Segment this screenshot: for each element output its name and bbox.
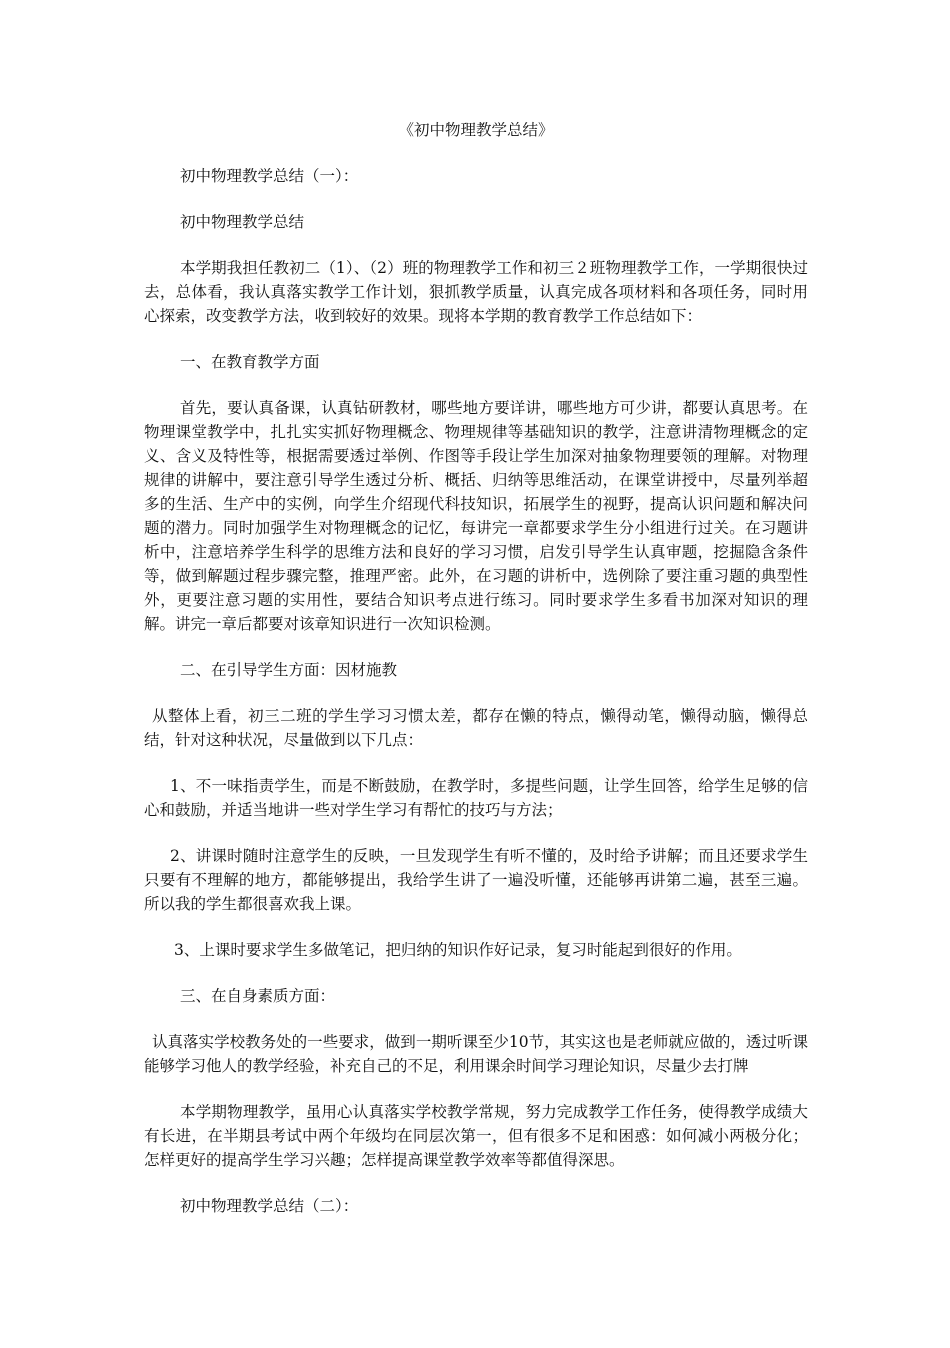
section-heading-1: 初中物理教学总结（一）： xyxy=(180,167,359,185)
list-item-3: 3、上课时要求学生多做笔记，把归纳的知识作好记录，复习时能起到很好的作用。 xyxy=(174,941,742,959)
section-heading-2: 初中物理教学总结（二）： xyxy=(180,1197,359,1215)
document-title: 《初中物理教学总结》 xyxy=(398,121,554,139)
heading-teaching: 一、在教育教学方面 xyxy=(180,353,320,371)
list-item-2: 2、讲课时随时注意学生的反映，一旦发现学生有听不懂的，及时给予讲解；而且还要求学生只要有不理解的地方，都能够提出，我给学生讲了一遍没听懂，还能够再讲第二遍，甚至三遍。所以我的学生都很喜欢我上课。 xyxy=(144,847,808,913)
document-page xyxy=(144,118,808,1240)
intro-paragraph: 本学期我担任教初二（1）、（2）班的物理教学工作和初三２班物理教学工作，一学期很快过去，总体看，我认真落实教学工作计划，狠抓教学质量，认真完成各项材料和各项任务，同时用心探索，改变教学方法，收到较好的效果。现将本学期的教育教学工作总结如下： xyxy=(144,259,808,325)
list-item-1: 1、不一味指责学生，而是不断鼓励，在教学时，多提些问题，让学生回答，给学生足够的信心和鼓励，并适当地讲一些对学生学习有帮忙的技巧与方法； xyxy=(144,777,808,819)
heading-guiding: 二、在引导学生方面：因材施教 xyxy=(180,661,398,679)
paragraph-self: 认真落实学校教务处的一些要求，做到一期听课至少10节，其实这也是老师就应做的，透过听课能够学习他人的教学经验，补充自己的不足，利用课余时间学习理论知识，尽量少去打牌 xyxy=(144,1033,808,1075)
paragraph-conclusion: 本学期物理教学，虽用心认真落实学校教学常规，努力完成教学工作任务，使得教学成绩大有长进，在半期县考试中两个年级均在同层次第一，但有很多不足和困惑：如何减小两极分化；怎样更好的提高学生学习兴趣；怎样提高课堂教学效率等都值得深思。 xyxy=(144,1103,808,1169)
paragraph-overview: 从整体上看，初三二班的学生学习习惯太差，都存在懒的特点，懒得动笔，懒得动脑，懒得总结，针对这种状况，尽量做到以下几点： xyxy=(144,707,808,749)
subtitle: 初中物理教学总结 xyxy=(180,213,305,231)
heading-self: 三、在自身素质方面： xyxy=(180,987,336,1005)
paragraph-teaching: 首先，要认真备课，认真钻研教材，哪些地方要详讲，哪些地方可少讲，都要认真思考。在物理课堂教学中，扎扎实实抓好物理概念、物理规律等基础知识的教学，注意讲清物理概念的定义、含义及特性等，根据需要透过举例、作图等手段让学生加深对抽象物理要领的理解。对物理规律的讲解中，要注意引导学生透过分析、概括、归纳等思维活动，在课堂讲授中，尽量列举超多的生活、生产中的实例，向学生介绍现代科技知识，拓展学生的视野，提高认识问题和解决问题的潜力。同时加强学生对物理概念的记忆，每讲完一章都要求学生分小组进行过关。在习题讲析中，注意培养学生科学的思维方法和良好的学习习惯，启发引导学生认真审题，挖掘隐含条件等，做到解题过程步骤完整，推理严密。此外，在习题的讲析中，选例除了要注重习题的典型性外，更要注意习题的实用性，要结合知识考点进行练习。同时要求学生多看书加深对知识的理解。讲完一章后都要对该章知识进行一次知识检测。 xyxy=(144,399,808,633)
